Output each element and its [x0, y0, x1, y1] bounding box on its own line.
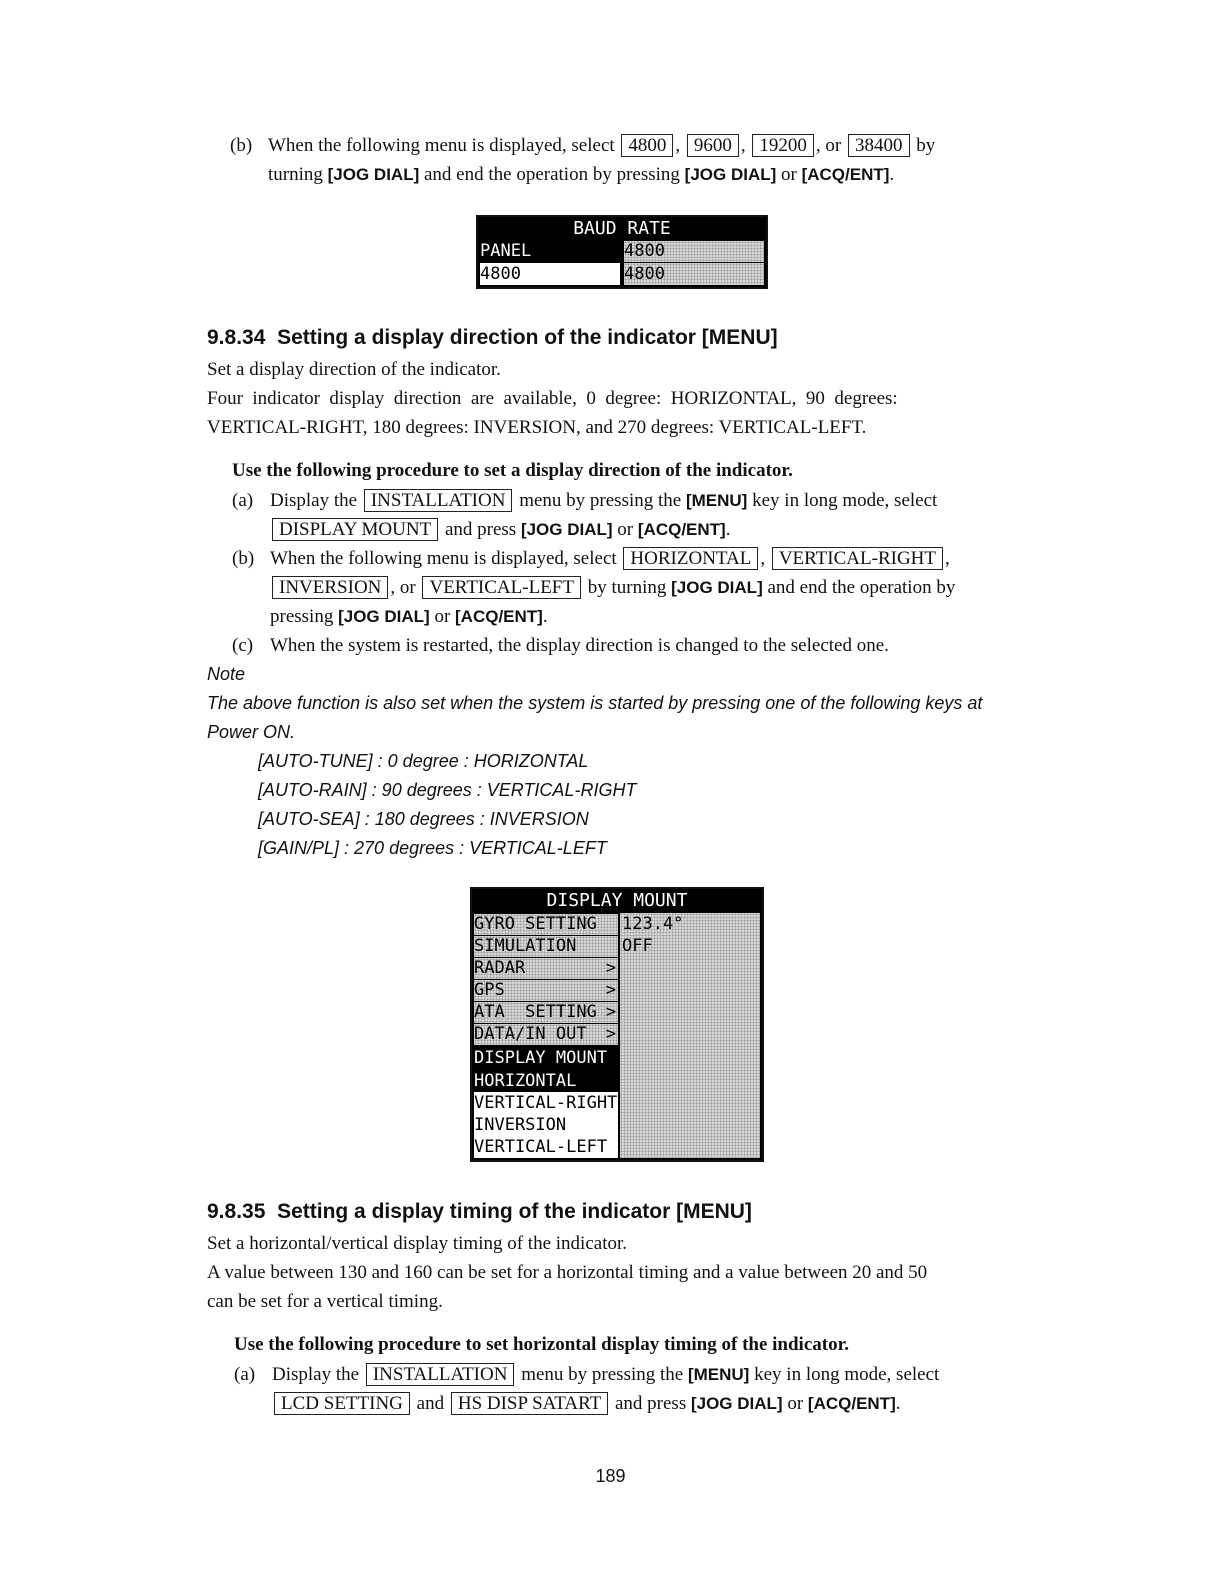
section-9835-p1: Set a horizontal/vertical display timing of the indicator.	[207, 1233, 628, 1254]
baud-option-selected[interactable]: 4800	[480, 263, 620, 285]
panel-label: PANEL	[480, 241, 620, 262]
submenu-option-inversion[interactable]: INVERSION	[474, 1114, 618, 1136]
menu-item-gps[interactable]	[474, 980, 618, 1001]
text: and press	[614, 1393, 687, 1414]
text: .	[889, 164, 895, 185]
comma: ,	[815, 135, 821, 156]
text: .	[895, 1393, 901, 1414]
hs-disp-satart-box: HS DISP SATART	[451, 1392, 608, 1415]
section-9834-heading	[207, 326, 778, 350]
jog-dial-key: [JOG DIAL]	[690, 1394, 783, 1413]
jog-dial-key: [JOG DIAL]	[684, 165, 777, 184]
menu-item-label: SIMULATION	[474, 936, 577, 956]
menu-item-simulation[interactable]	[474, 936, 618, 957]
comma: ,	[945, 548, 950, 569]
section-9835-heading	[207, 1200, 752, 1224]
comma: ,	[675, 135, 681, 156]
jog-dial-key: [JOG DIAL]	[671, 578, 763, 597]
note-label: Note	[207, 664, 246, 684]
text: and end the operation by pressing	[424, 164, 680, 185]
step-b-line3	[270, 602, 548, 631]
baud-rate-title: BAUD RATE	[478, 217, 766, 241]
text: .	[725, 519, 731, 540]
section-9835-p2-line1: A value between 130 and 160 can be set for a horizontal timing and a value between 20 and 50	[207, 1262, 928, 1283]
display-mount-menu-title: DISPLAY MOUNT	[472, 889, 762, 913]
note-key-auto-sea: [AUTO-SEA] : 180 degrees : INVERSION	[258, 809, 589, 829]
menu-value-simulation: OFF	[622, 936, 653, 956]
menu-item-label: RADAR	[474, 958, 526, 978]
acq-ent-key: [ACQ/ENT]	[807, 1394, 896, 1413]
text: turning	[268, 164, 323, 185]
step-b-baud-line2	[268, 160, 894, 189]
text: or	[825, 135, 842, 156]
step-c-marker: (c)	[232, 635, 254, 656]
menu-item-label: ATA SETTING	[474, 1002, 597, 1022]
text: and press	[444, 519, 517, 540]
note-line1: The above function is also set when the system is started by pressing one of the following keys at	[207, 693, 983, 713]
step-a-9835-line1	[272, 1360, 939, 1389]
section-number: 9.8.34	[207, 326, 266, 349]
step-a-marker: (a)	[232, 490, 254, 511]
panel-value[interactable]: 4800	[624, 241, 764, 262]
acq-ent-key: [ACQ/ENT]	[637, 520, 726, 539]
submenu-option-horizontal[interactable]: HORIZONTAL	[474, 1070, 618, 1092]
section-9834-p2-line2: VERTICAL-RIGHT, 180 degrees: INVERSION, and 270 degrees: VERTICAL-LEFT.	[207, 417, 867, 438]
text: pressing	[270, 606, 334, 627]
text: When the following menu is displayed, select	[268, 135, 615, 156]
step-b-marker: (b)	[232, 548, 255, 569]
vertical-right-box: VERTICAL-RIGHT	[772, 547, 943, 570]
text: menu by pressing the	[519, 490, 682, 511]
baud-rate-menu	[476, 215, 768, 289]
procedure-title-9834: Use the following procedure to set a display direction of the indicator.	[232, 460, 793, 481]
menu-item-radar[interactable]	[474, 958, 618, 979]
jog-dial-key: [JOG DIAL]	[327, 165, 420, 184]
text: or	[399, 577, 416, 598]
text: .	[542, 606, 548, 627]
text: When the following menu is displayed, select	[270, 548, 617, 569]
display-mount-menu	[470, 887, 764, 1162]
section-9835-p2-line2: can be set for a vertical timing.	[207, 1291, 443, 1312]
section-title: Setting a display direction of the indicator [MENU]	[277, 326, 778, 349]
step-b-line2	[270, 573, 955, 602]
menu-key: [MENU]	[685, 491, 748, 510]
lcd-setting-box: LCD SETTING	[274, 1392, 410, 1415]
step-b-line1	[270, 544, 950, 573]
baud-19200-box: 19200	[752, 134, 814, 157]
procedure-title-9835: Use the following procedure to set horizontal display timing of the indicator.	[234, 1334, 850, 1355]
note-key-gain-pl: [GAIN/PL] : 270 degrees : VERTICAL-LEFT	[258, 838, 607, 858]
text: by turning	[587, 577, 667, 598]
installation-box: INSTALLATION	[366, 1363, 515, 1386]
jog-dial-key: [JOG DIAL]	[520, 520, 613, 539]
text: Display the	[272, 1364, 360, 1385]
submenu-title: DISPLAY MOUNT	[474, 1047, 618, 1069]
menu-value-gyro: 123.4°	[622, 914, 684, 934]
baud-4800-box: 4800	[621, 134, 673, 157]
step-a-9835-line2	[272, 1389, 900, 1418]
text: or	[781, 164, 797, 185]
horizontal-box: HORIZONTAL	[623, 547, 758, 570]
chevron-right-icon: >	[605, 1024, 616, 1044]
menu-item-label: GYRO SETTING	[474, 914, 597, 934]
menu-item-label: DATA/IN OUT	[474, 1024, 587, 1044]
text: or	[617, 519, 634, 540]
vertical-left-box: VERTICAL-LEFT	[422, 576, 581, 599]
step-c-text: When the system is restarted, the display direction is changed to the selected one.	[270, 635, 889, 656]
chevron-right-icon: >	[605, 980, 616, 1000]
text: or	[434, 606, 451, 627]
step-a-9835-marker: (a)	[234, 1364, 256, 1385]
jog-dial-key: [JOG DIAL]	[338, 607, 430, 626]
note-key-auto-tune: [AUTO-TUNE] : 0 degree : HORIZONTAL	[258, 751, 589, 771]
menu-item-ata-setting[interactable]	[474, 1002, 618, 1023]
step-b-baud-marker: (b)	[230, 135, 253, 156]
text: or	[787, 1393, 804, 1414]
text: by	[916, 135, 936, 156]
text: menu by pressing the	[521, 1364, 684, 1385]
acq-ent-key: [ACQ/ENT]	[801, 165, 890, 184]
comma: ,	[390, 577, 396, 598]
baud-value: 4800	[624, 263, 764, 285]
menu-key: [MENU]	[687, 1365, 750, 1384]
text: key in long mode, select	[752, 490, 938, 511]
section-number: 9.8.35	[207, 1200, 266, 1223]
submenu-option-vertical-right[interactable]: VERTICAL-RIGHT	[474, 1093, 618, 1113]
page-number: 189	[595, 1466, 626, 1486]
note-key-auto-rain: [AUTO-RAIN] : 90 degrees : VERTICAL-RIGHT	[258, 780, 637, 800]
inversion-box: INVERSION	[272, 576, 388, 599]
text: and end the operation by	[767, 577, 956, 598]
note-line2: Power ON.	[207, 722, 296, 742]
step-b-baud-line1	[268, 131, 935, 160]
installation-box: INSTALLATION	[364, 489, 513, 512]
comma: ,	[740, 135, 746, 156]
acq-ent-key: [ACQ/ENT]	[455, 607, 543, 626]
menu-item-label: GPS	[474, 980, 505, 1000]
baud-9600-box: 9600	[687, 134, 739, 157]
chevron-right-icon: >	[605, 1002, 616, 1022]
chevron-right-icon: >	[605, 958, 616, 978]
menu-item-data-in-out[interactable]	[474, 1024, 618, 1045]
text: and	[416, 1393, 445, 1414]
comma: ,	[760, 548, 766, 569]
section-title: Setting a display timing of the indicator [MENU]	[277, 1200, 752, 1223]
display-mount-box: DISPLAY MOUNT	[272, 518, 438, 541]
step-a-line1	[270, 486, 937, 515]
submenu-option-vertical-left[interactable]: VERTICAL-LEFT	[474, 1136, 618, 1158]
section-9834-p2-line1: Four indicator display direction are available, 0 degree: HORIZONTAL, 90 degrees:	[207, 388, 898, 409]
text: Display the	[270, 490, 358, 511]
baud-38400-box: 38400	[848, 134, 910, 157]
menu-item-gyro-setting[interactable]	[474, 914, 618, 935]
section-9834-p1: Set a display direction of the indicator.	[207, 359, 501, 380]
step-a-line2	[270, 515, 730, 544]
text: key in long mode, select	[754, 1364, 940, 1385]
